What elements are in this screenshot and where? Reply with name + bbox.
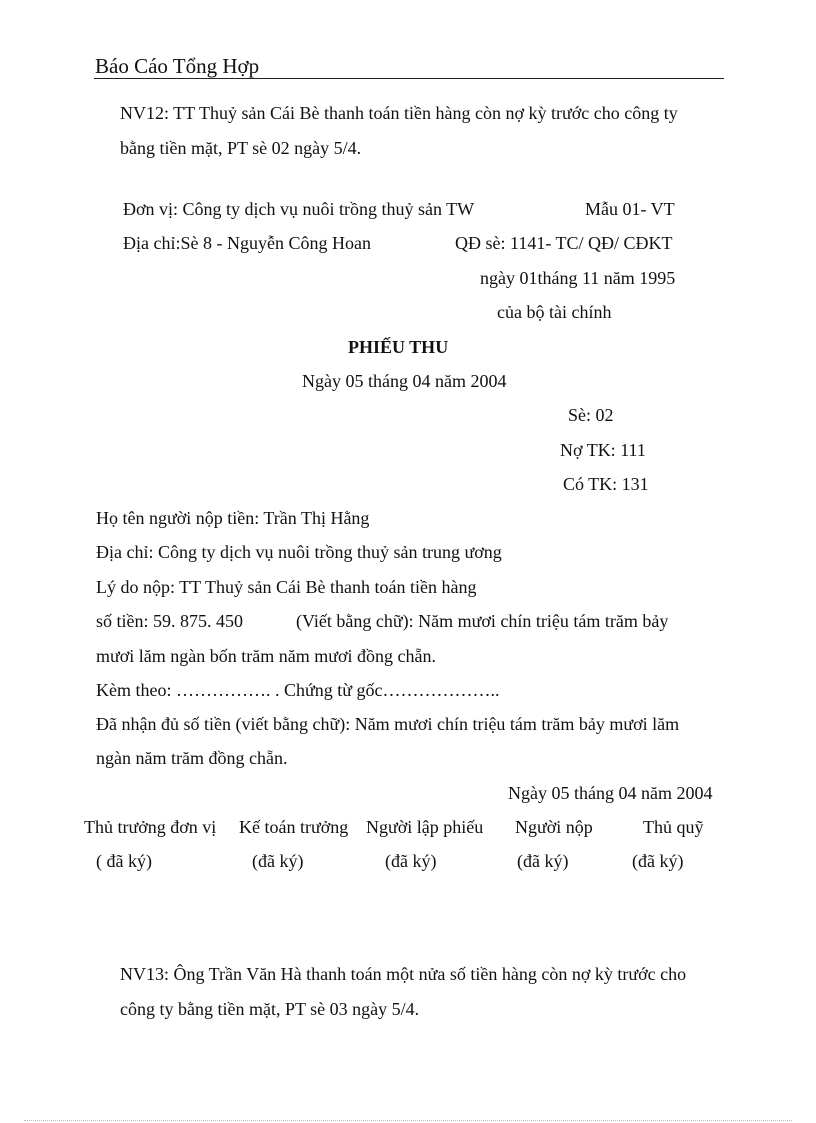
amount-in-words-continued: mươi lăm ngàn bốn trăm năm mươi đồng chẵn. [96,646,436,666]
debit-account: Nợ TK: 111 [560,440,646,460]
decision-number: QĐ sè: 1141- TC/ QĐ/ CĐKT [455,233,673,253]
role-director: Thủ trưởng đơn vị [84,817,217,837]
receipt-number: Sè: 02 [568,405,614,425]
page-header-title: Báo Cáo Tổng Hợp [95,54,260,78]
header-divider [94,78,724,79]
payer-address: Địa chỉ: Công ty dịch vụ nuôi trồng thuỷ sản trung ương [96,542,502,562]
nv13-line-1: NV13: Ông Trần Văn Hà thanh toán một nửa số tiền hàng còn nợ kỳ trước cho [120,964,687,984]
received-amount-words-continued: ngàn năm trăm đồng chẵn. [96,748,288,768]
status-preparer: (đã ký) [385,851,437,871]
nv12-line-1: NV12: TT Thuỷ sản Cái Bè thanh toán tiền hàng còn nợ kỳ trước cho công ty [120,103,678,123]
status-director: ( đã ký) [96,851,152,871]
status-payer: (đã ký) [517,851,569,871]
payer-name: Họ tên người nộp tiền: Trần Thị Hằng [96,508,370,528]
attachments: Kèm theo: ……………. . Chứng từ gốc……………….. [96,680,500,700]
status-chief-accountant: (đã ký) [252,851,304,871]
receipt-date: Ngày 05 tháng 04 năm 2004 [302,371,507,391]
credit-account: Có TK: 131 [563,474,649,494]
role-cashier: Thủ quỹ [643,817,704,837]
signature-date: Ngày 05 tháng 04 năm 2004 [508,783,713,803]
role-chief-accountant: Kế toán trưởng [239,817,349,837]
amount-in-words: (Viết bằng chữ): Năm mươi chín triệu tám trăm bảy [296,611,669,631]
ministry-label: của bộ tài chính [497,302,612,322]
nv12-line-2: bằng tiền mặt, PT sè 02 ngày 5/4. [120,138,362,158]
status-cashier: (đã ký) [632,851,684,871]
unit-address: Địa chỉ:Sè 8 - Nguyễn Công Hoan [123,233,371,253]
payment-amount: số tiền: 59. 875. 450 [96,611,243,631]
role-payer: Người nộp [515,817,593,837]
decision-date: ngày 01tháng 11 năm 1995 [480,268,676,288]
unit-label: Đơn vị: Công ty dịch vụ nuôi trồng thuỷ sản TW [123,199,475,219]
receipt-title: PHIẾU THU [348,337,449,357]
payment-reason: Lý do nộp: TT Thuỷ sản Cái Bè thanh toán tiền hàng [96,577,477,597]
template-code: Mẫu 01- VT [585,199,675,219]
nv13-line-2: công ty bằng tiền mặt, PT sè 03 ngày 5/4. [120,999,420,1019]
role-preparer: Người lập phiếu [366,817,484,837]
page-bottom-border [24,1120,792,1121]
received-amount-words: Đã nhận đủ số tiền (viết bằng chữ): Năm mươi chín triệu tám trăm bảy mươi lăm [96,714,680,734]
